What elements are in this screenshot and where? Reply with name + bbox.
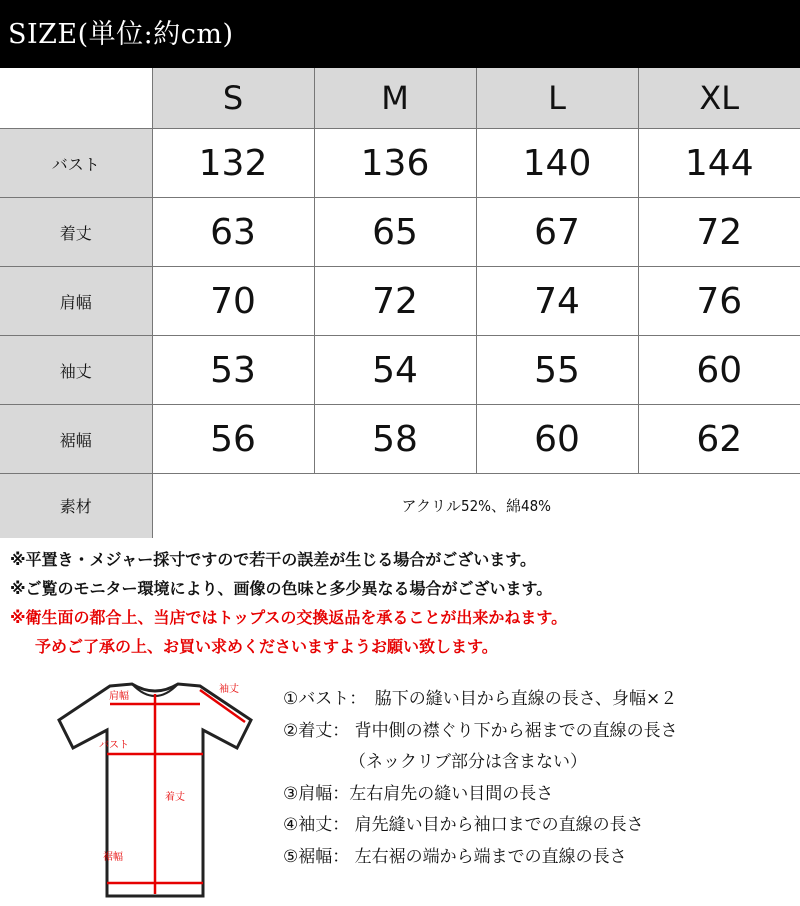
table-cell: 72 bbox=[638, 198, 800, 267]
table-cell: 76 bbox=[638, 267, 800, 336]
row-label: 肩幅 bbox=[0, 267, 152, 336]
table-row bbox=[0, 129, 800, 198]
size-column-header: L bbox=[476, 68, 638, 129]
size-column-header: M bbox=[314, 68, 476, 129]
notes bbox=[10, 545, 795, 661]
bust-label: バスト bbox=[99, 740, 129, 751]
table-cell: 140 bbox=[476, 129, 638, 198]
row-label: 着丈 bbox=[0, 198, 152, 267]
row-label: バスト bbox=[0, 129, 152, 198]
table-cell: 65 bbox=[314, 198, 476, 267]
legend-item: ⑤裾幅： 左右裾の端から端までの直線の長さ bbox=[283, 846, 627, 867]
note-line: ※ご覧のモニター環境により、画像の色味と多少異なる場合がございます。 bbox=[10, 579, 553, 598]
row-label: 裾幅 bbox=[0, 405, 152, 474]
hem-label: 裾幅 bbox=[103, 852, 123, 863]
table-cell: 74 bbox=[476, 267, 638, 336]
table-cell: 132 bbox=[152, 129, 314, 198]
row-label: 素材 bbox=[0, 474, 152, 538]
table-cell: 67 bbox=[476, 198, 638, 267]
table-row bbox=[0, 198, 800, 267]
table-cell: 144 bbox=[638, 129, 800, 198]
note-line: ※平置き・メジャー採寸ですので若干の誤差が生じる場合がございます。 bbox=[10, 550, 536, 569]
table-cell: 72 bbox=[314, 267, 476, 336]
corner-cell bbox=[0, 68, 152, 129]
table-cell: 136 bbox=[314, 129, 476, 198]
table-cell: 62 bbox=[638, 405, 800, 474]
legend-item: ②着丈： 背中側の襟ぐり下から裾までの直線の長さ bbox=[283, 720, 678, 741]
table-row bbox=[0, 405, 800, 474]
legend-item: ④袖丈： 肩先縫い目から袖口までの直線の長さ bbox=[283, 815, 644, 835]
table-cell: 55 bbox=[476, 336, 638, 405]
table-row bbox=[0, 267, 800, 336]
note-line-warning: 予めご了承の上、お買い求めくださいますようお願い致します。 bbox=[35, 637, 498, 656]
size-table bbox=[0, 68, 800, 538]
size-header-row bbox=[0, 68, 800, 129]
table-cell: 63 bbox=[152, 198, 314, 267]
material-value: アクリル52%、綿48% bbox=[152, 474, 800, 538]
sleeve-label: 袖丈 bbox=[219, 684, 239, 695]
table-cell: 54 bbox=[314, 336, 476, 405]
table-cell: 70 bbox=[152, 267, 314, 336]
table-cell: 53 bbox=[152, 336, 314, 405]
length-label: 着丈 bbox=[165, 792, 185, 803]
measurement-diagram bbox=[55, 676, 255, 902]
material-row bbox=[0, 474, 800, 538]
table-cell: 60 bbox=[476, 405, 638, 474]
legend-item: ③肩幅：左右肩先の縫い目間の長さ bbox=[283, 783, 554, 804]
legend-item: ①バスト： 脇下の縫い目から直線の長さ、身幅×２ bbox=[283, 689, 678, 709]
header-bar bbox=[0, 0, 800, 68]
note-line-warning: ※衛生面の都合上、当店ではトップスの交換返品を承ることが出来かねます。 bbox=[10, 608, 568, 627]
measurement-legend bbox=[283, 684, 678, 873]
table-row bbox=[0, 336, 800, 405]
size-column-header: XL bbox=[638, 68, 800, 129]
table-cell: 56 bbox=[152, 405, 314, 474]
row-label: 袖丈 bbox=[0, 336, 152, 405]
size-column-header: S bbox=[152, 68, 314, 129]
page-title: SIZE(単位:約cm) bbox=[8, 19, 234, 50]
table-cell: 58 bbox=[314, 405, 476, 474]
shoulder-label: 肩幅 bbox=[109, 691, 129, 702]
table-cell: 60 bbox=[638, 336, 800, 405]
legend-item: （ネックリブ部分は含まない） bbox=[349, 752, 587, 772]
